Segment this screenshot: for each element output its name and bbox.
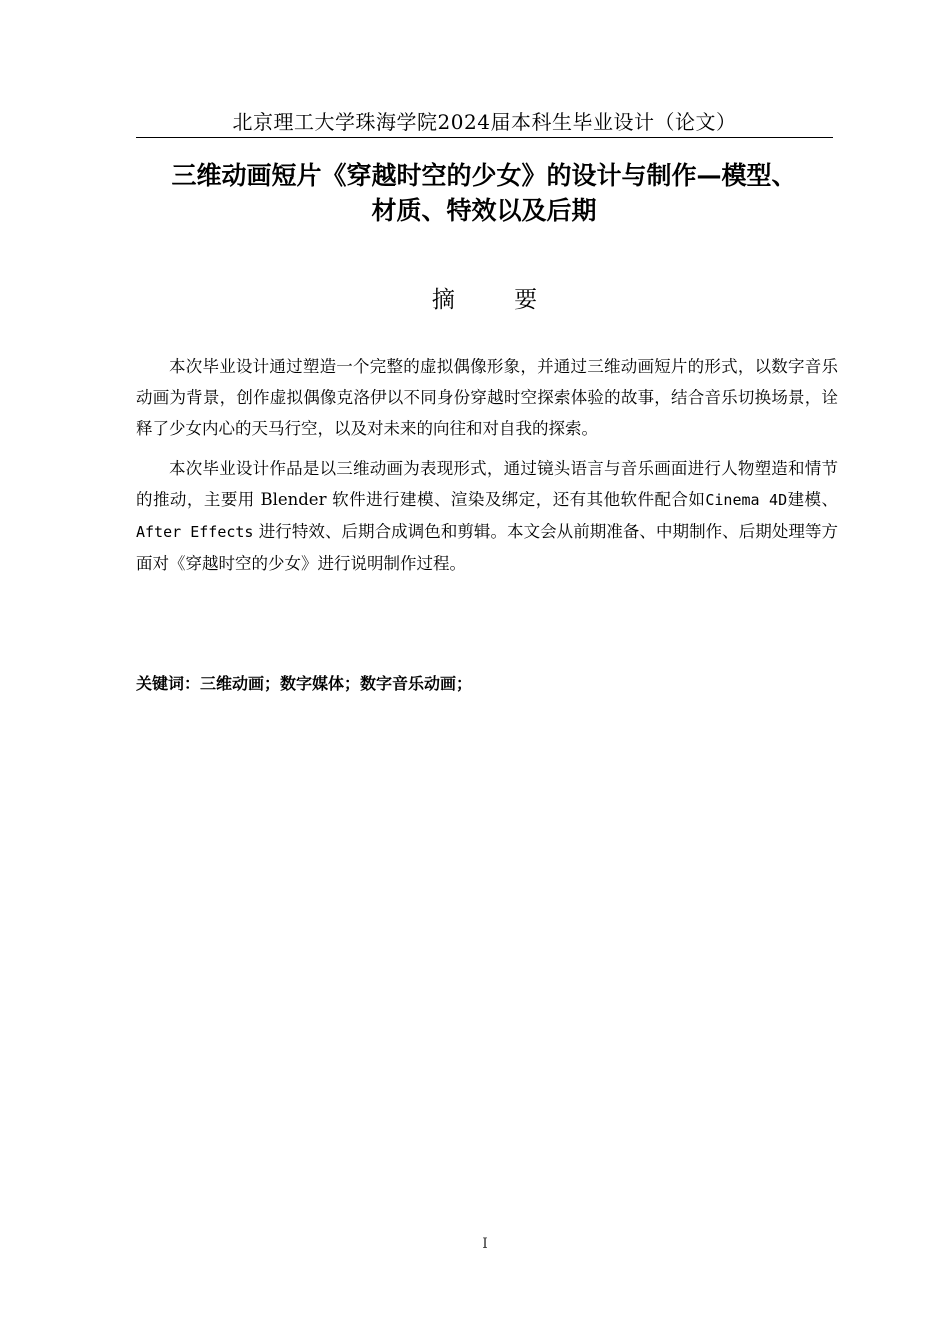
abstract-paragraph-1: 本次毕业设计通过塑造一个完整的虚拟偶像形象，并通过三维动画短片的形式，以数字音乐动画为背景，创作虚拟偶像克洛伊以不同身份穿越时空探索体验的故事，结合音乐切换场景，诠释了少女内心的天马行空，以及对未来的向往和对自我的探索。 [136, 357, 838, 438]
abstract-heading: 摘 要 [431, 287, 564, 313]
running-header: 北京理工大学珠海学院2024届本科生毕业设计（论文） [232, 110, 737, 134]
thesis-title [128, 158, 840, 228]
page-number: I [482, 1236, 488, 1252]
paragraph-2-part-2: 建模、 [787, 490, 839, 509]
keywords-line: 关键词：三维动画；数字媒体；数字音乐动画； [136, 674, 473, 693]
title-line-2: 材质、特效以及后期 [371, 196, 597, 225]
header-rule [136, 137, 833, 138]
title-line-1: 三维动画短片《穿越时空的少女》的设计与制作—模型、 [171, 161, 797, 190]
abstract-body [136, 351, 838, 588]
software-after-effects: After Effects [136, 523, 254, 541]
software-cinema4d: Cinema 4D [705, 491, 788, 509]
abstract-paragraph-2 [136, 453, 838, 579]
paragraph-2-part-3: 进行特效、后期合成调色和剪辑。本文会从前期准备、中期制作、后期处理等方面对《穿越时空的少女》进行说明制作过程。 [136, 522, 838, 573]
paragraph-2-part-1: 本次毕业设计作品是以三维动画为表现形式，通过镜头语言与音乐画面进行人物塑造和情节的推动，主要用 Blender 软件进行建模、渲染及绑定，还有其他软件配合如 [136, 459, 838, 509]
